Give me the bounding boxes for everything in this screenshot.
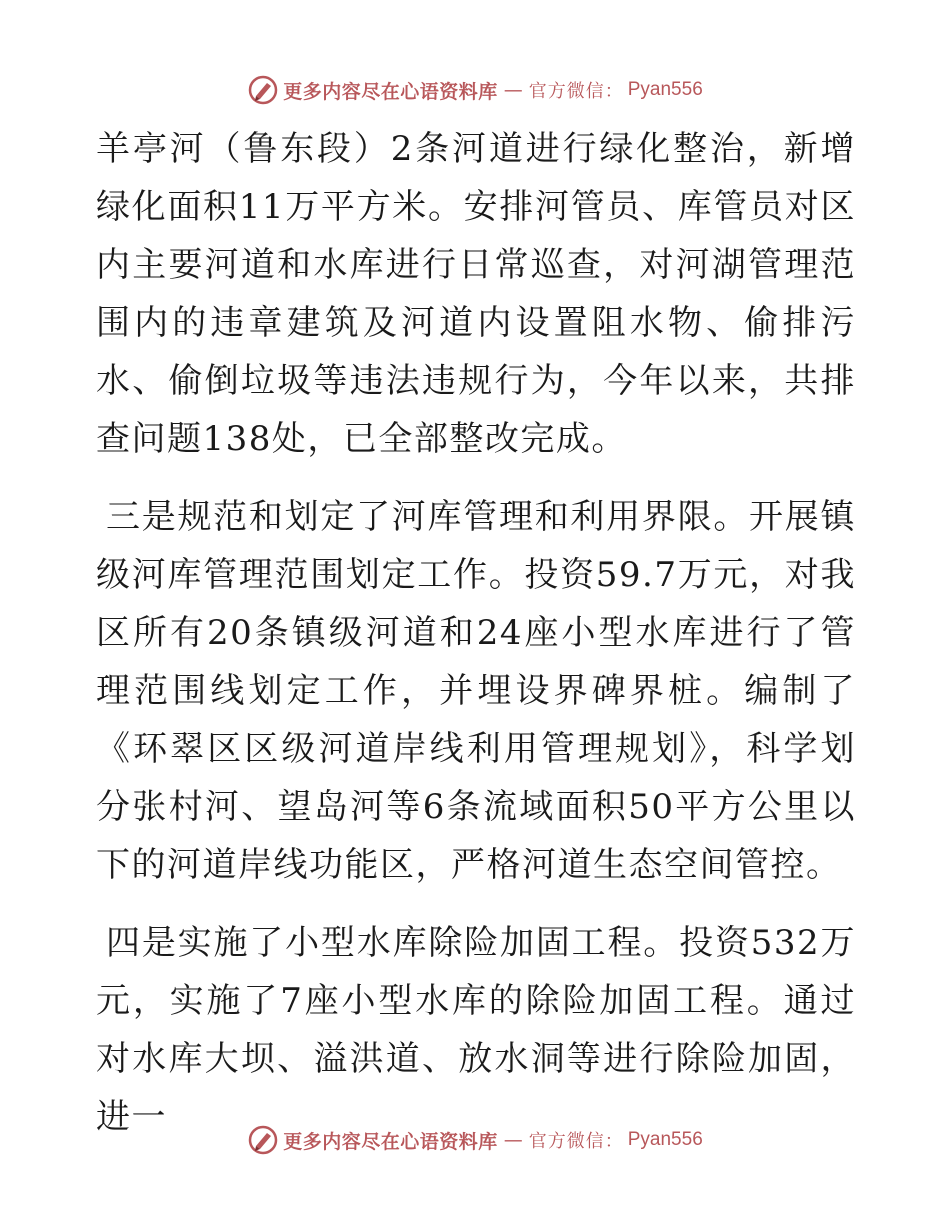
banner-wechat-label: 官方微信：: [528, 1131, 624, 1152]
header-banner: [0, 70, 950, 110]
paragraph-3: 四是实施了小型水库除险加固工程。投资532万元，实施了7座小型水库的除险加固工程。通过对水库大坝、溢洪道、放水洞等进行除险加固，进一: [96, 923, 856, 1137]
document-body: [96, 120, 856, 1146]
paragraph-1: 羊亭河（鲁东段）2条河道进行绿化整治，新增绿化面积11万平方米。安排河管员、库管员对区内主要河道和水库进行日常巡查，对河湖管理范围内的违章建筑及河道内设置阻水物、偷排污水、偷倒垃圾等违法违规行为，今年以来，共排查问题138处，已全部整改完成。: [96, 129, 856, 459]
banner-dash: —: [503, 1129, 523, 1151]
banner-wechat-id: Pyan556: [627, 1129, 703, 1150]
pen-logo-icon: [247, 74, 279, 106]
paragraph-2: 三是规范和划定了河库管理和利用界限。开展镇级河库管理范围划定工作。投资59.7万元，对我区所有20条镇级河道和24座小型水库进行了管理范围线划定工作，并埋设界碑界桩。编制了《环翠区区级河道岸线利用管理规划》，科学划分张村河、望岛河等6条流域面积50平方公里以下的河道岸线功能区，严格河道生态空间管控。: [96, 497, 856, 885]
banner-wechat-label: 官方微信：: [528, 81, 624, 102]
footer-banner: [0, 1120, 950, 1160]
banner-dash: —: [503, 79, 523, 101]
banner-slogan: 更多内容尽在心语资料库: [283, 1130, 498, 1153]
banner-wechat-id: Pyan556: [627, 79, 703, 100]
pen-logo-icon: [247, 1124, 279, 1156]
banner-slogan: 更多内容尽在心语资料库: [283, 80, 498, 103]
